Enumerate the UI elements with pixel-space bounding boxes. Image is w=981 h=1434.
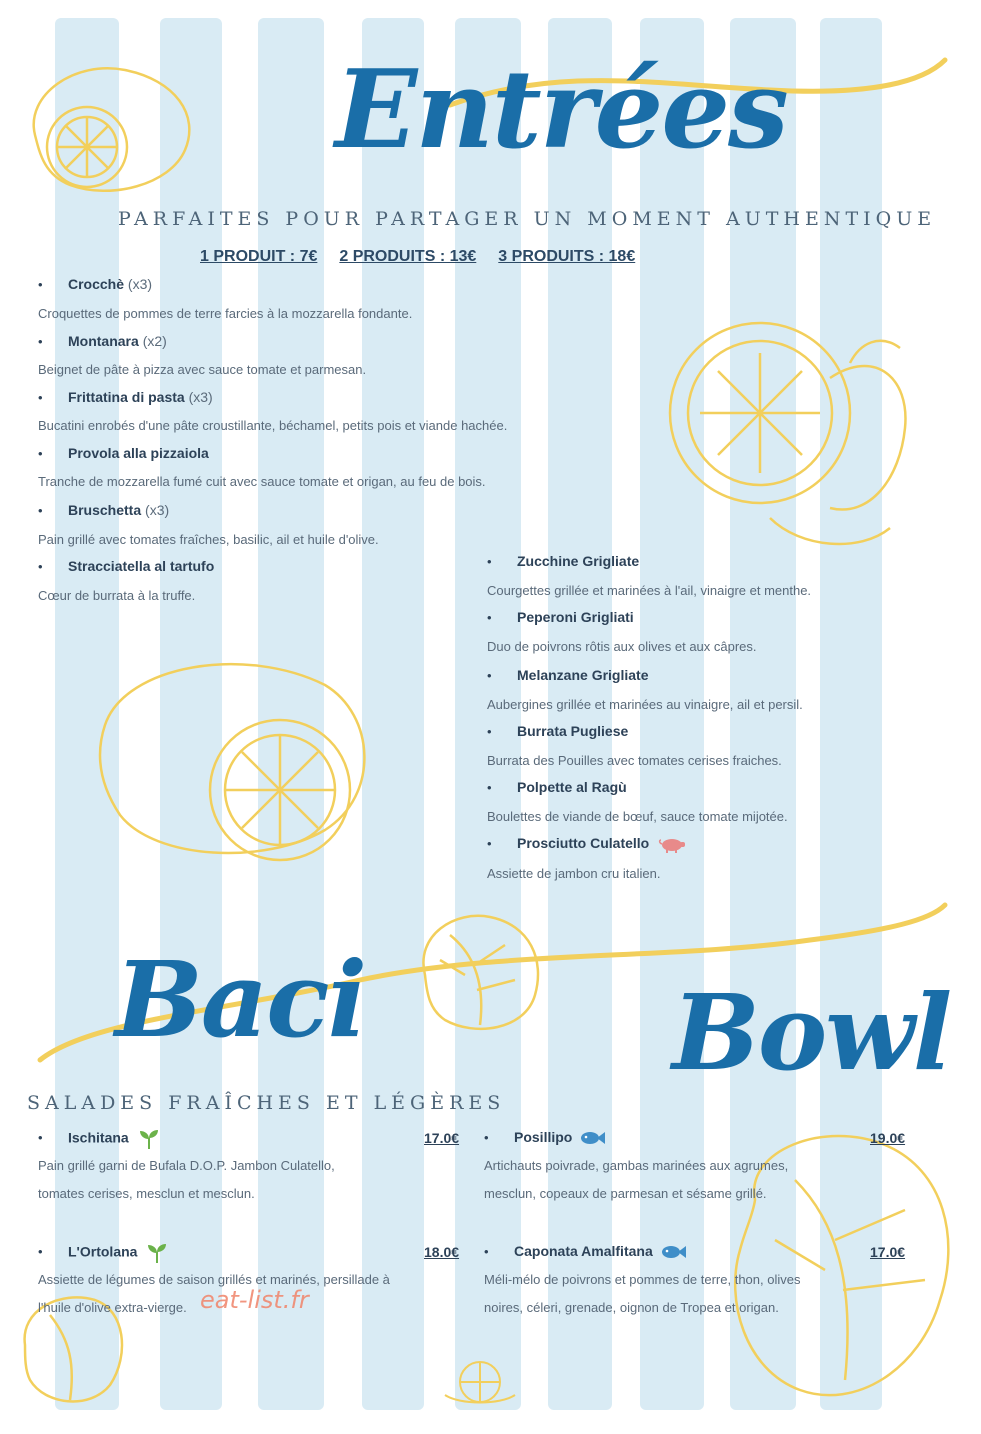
menu-item-price: 19.0€ [870, 1130, 906, 1146]
section-title: Bowl [672, 971, 951, 1094]
menu-item-description: tomates cerises, mesclun et mesclun. [38, 1186, 255, 1201]
menu-item-name: Montanara (x2) [68, 333, 167, 349]
bullet: • [38, 559, 43, 574]
menu-item-description: Boulettes de viande de bœuf, sauce tomate mijotée. [487, 809, 788, 824]
menu-item-description: Beignet de pâte à pizza avec sauce tomate et parmesan. [38, 362, 367, 377]
sprout-icon [137, 1129, 161, 1149]
menu-item-description: Assiette de légumes de saison grillés et marinés, persillade à [38, 1272, 390, 1287]
menu-item-name: Prosciutto Culatello [517, 835, 687, 853]
menu-item-name: Provola alla pizzaiola [68, 445, 209, 461]
pig-icon [657, 835, 687, 853]
page-title: Entrées [335, 47, 787, 173]
bullet: • [38, 503, 43, 518]
menu-item-name: Ischitana [68, 1129, 161, 1149]
menu-item-name: Polpette al Ragù [517, 779, 627, 795]
menu-item-description: Assiette de jambon cru italien. [487, 866, 661, 881]
menu-item-name: Stracciatella al tartufo [68, 558, 215, 574]
sprout-icon [145, 1243, 169, 1263]
menu-item-name: Zucchine Grigliate [517, 553, 640, 569]
section-subtitle: SALADES FRAÎCHES ET LÉGÈRES [27, 1092, 506, 1114]
menu-item-price: 17.0€ [424, 1130, 460, 1146]
bullet: • [487, 724, 492, 739]
watermark: eat-list.fr [200, 1286, 309, 1314]
menu-item-name: L'Ortolana [68, 1243, 169, 1263]
menu-item-description: noires, céleri, grenade, oignon de Tropea et origan. [484, 1300, 779, 1315]
section-title: Baci [115, 938, 366, 1061]
fish-icon [661, 1243, 687, 1261]
menu-item-description: Artichauts poivrade, gambas marinées aux agrumes, [484, 1158, 789, 1173]
menu-item-price: 17.0€ [870, 1244, 906, 1260]
fish-icon [580, 1129, 606, 1147]
menu-item-description: Bucatini enrobés d'une pâte croustillante, béchamel, petits pois et viande hachée. [38, 418, 508, 433]
menu-item-name: Frittatina di pasta (x3) [68, 389, 213, 405]
section-subtitle: PARFAITES POUR PARTAGER UN MOMENT AUTHENTIQUE [118, 208, 937, 230]
bullet: • [484, 1244, 489, 1259]
bullet: • [484, 1130, 489, 1145]
bullet: • [487, 610, 492, 625]
stripe [55, 18, 119, 1410]
menu-item-description: Tranche de mozzarella fumé cuit avec sauce tomate et origan, au feu de bois. [38, 474, 486, 489]
menu-item-price: 18.0€ [424, 1244, 460, 1260]
bullet: • [38, 390, 43, 405]
menu-item-name: Caponata Amalfitana [514, 1243, 687, 1261]
bullet: • [38, 277, 43, 292]
menu-item-description: Pain grillé garni de Bufala D.O.P. Jambon Culatello, [38, 1158, 335, 1173]
bullet: • [38, 446, 43, 461]
menu-item-description: mesclun, copeaux de parmesan et sésame grillé. [484, 1186, 767, 1201]
bullet: • [38, 334, 43, 349]
menu-item-description: Aubergines grillée et marinées au vinaigre, ail et persil. [487, 697, 803, 712]
bullet: • [487, 668, 492, 683]
price-option: 2 PRODUITS : 13€ [339, 248, 477, 265]
menu-item-description: Croquettes de pommes de terre farcies à la mozzarella fondante. [38, 306, 413, 321]
menu-item-name: Burrata Pugliese [517, 723, 629, 739]
menu-item-description: Duo de poivrons rôtis aux olives et aux câpres. [487, 639, 757, 654]
menu-item-name: Posillipo [514, 1129, 606, 1147]
lemon-illustration [95, 645, 385, 885]
menu-item-description: Cœur de burrata à la truffe. [38, 588, 196, 603]
price-option: 3 PRODUITS : 18€ [498, 248, 636, 265]
menu-item-name: Melanzane Grigliate [517, 667, 649, 683]
menu-item-description: l'huile d'olive extra-vierge. [38, 1300, 187, 1315]
bullet: • [38, 1130, 43, 1145]
price-options [200, 248, 657, 266]
menu-item-description: Pain grillé avec tomates fraîches, basilic, ail et huile d'olive. [38, 532, 379, 547]
menu-item-name: Bruschetta (x3) [68, 502, 170, 518]
menu-item-description: Courgettes grillée et marinées à l'ail, vinaigre et menthe. [487, 583, 812, 598]
menu-item-description: Burrata des Pouilles avec tomates cerises fraiches. [487, 753, 782, 768]
price-option: 1 PRODUIT : 7€ [200, 248, 318, 265]
bullet: • [487, 780, 492, 795]
bullet: • [487, 554, 492, 569]
menu-item-description: Méli-mélo de poivrons et pommes de terre, thon, olives [484, 1272, 801, 1287]
menu-item-name: Peperoni Grigliati [517, 609, 634, 625]
bullet: • [38, 1244, 43, 1259]
bullet: • [487, 836, 492, 851]
menu-item-name: Crocchè (x3) [68, 276, 153, 292]
